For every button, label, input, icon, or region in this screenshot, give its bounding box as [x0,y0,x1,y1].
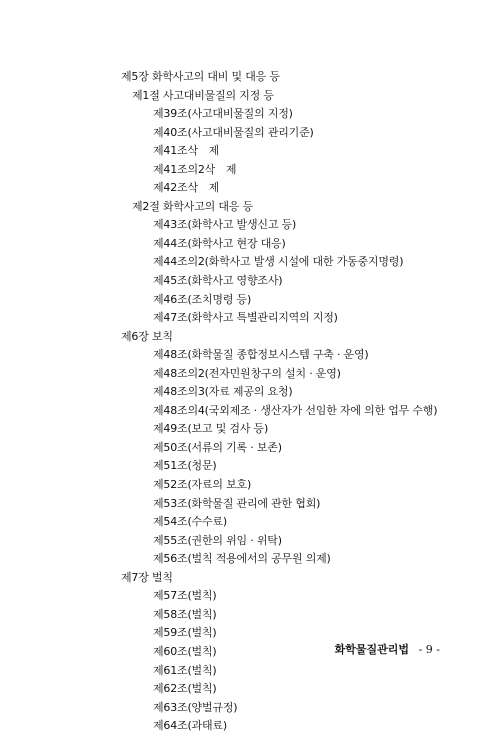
toc-article: 제46조(조치명령 등) [153,292,252,306]
toc-chapter: 제5장 화학사고의 대비 및 대응 등 [121,70,280,83]
toc-article: 제50조(서류의 기록 · 보존) [153,440,282,454]
footer-content [335,641,440,659]
toc-article: 제63조(양벌규정) [153,700,238,714]
toc-article: 제45조(화학사고 영향조사) [153,274,283,288]
toc-article: 제41조삭 제 [153,144,220,158]
toc-chapter: 제6장 보칙 [121,329,173,343]
toc-section: 제1절 사고대비물질의 지정 등 [132,88,274,102]
toc-article: 제57조(벌칙) [153,589,217,603]
page-footer [0,641,500,659]
toc-article: 제44조의2(화학사고 발생 시설에 대한 가동중지명령) [153,255,404,269]
toc-article: 제44조(화학사고 현장 대응) [153,236,286,250]
toc-article: 제42조삭 제 [153,181,220,195]
toc-article: 제62조(벌칙) [153,682,217,696]
toc-article: 제51조(청문) [153,459,217,473]
toc-article: 제52조(자료의 보호) [153,478,252,492]
toc-article: 제48조의2(전자민원창구의 설치 · 운영) [153,366,341,380]
toc-section: 제2절 화학사고의 대응 등 [132,199,253,213]
toc-article: 제47조(화학사고 특별관리지역의 지정) [153,311,338,325]
toc-article: 제48조의3(자료 제공의 요청) [153,385,293,399]
toc-article: 제58조(벌칙) [153,607,217,621]
toc-article: 제54조(수수료) [153,515,227,529]
toc-article: 제53조(화학물질 관리에 관한 협회) [153,496,321,510]
toc-article: 제59조(벌칙) [153,626,217,640]
toc-article: 제64조(과태료) [153,719,227,733]
toc-article: 제61조(벌칙) [153,663,217,677]
toc-article: 제56조(벌칙 적용에서의 공무원 의제) [153,552,331,566]
table-of-contents [0,68,500,736]
toc-article: 제39조(사고대비물질의 지정) [153,107,293,121]
toc-article: 제40조(사고대비물질의 관리기준) [153,125,314,139]
toc-article: 제60조(벌칙) [153,644,217,658]
toc-article: 제49조(보고 및 검사 등) [153,422,269,436]
page-number: - 9 - [418,643,440,656]
toc-article: 제48조의4(국외제조 · 생산자가 선임한 자에 의한 업무 수행) [153,403,438,417]
toc-article: 제43조(화학사고 발생신고 등) [153,218,297,232]
toc-article: 제48조(화학물질 종합정보시스템 구축 · 운영) [153,348,369,362]
footer-law-title: 화학물질관리법 [334,643,410,656]
toc-chapter: 제7장 벌칙 [121,570,173,584]
toc-article: 제41조의2삭 제 [153,162,237,176]
toc-article: 제55조(권한의 위임 · 위탁) [153,533,282,547]
